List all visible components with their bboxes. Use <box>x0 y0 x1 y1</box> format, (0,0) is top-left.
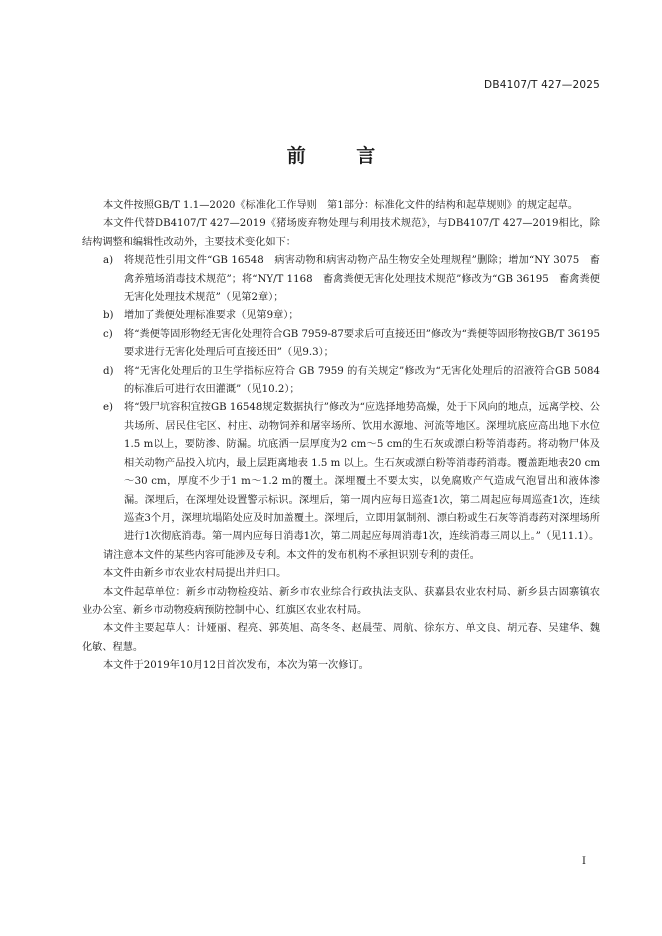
list-item-text: 将规范性引用文件“GB 16548 病害动物和病害动物产品生物安全处理规程”删除；增加“NY 3075 畜禽养殖场消毒技术规范”；将“NY/T 1168 畜禽粪便无害化处理技术规范”修改为“GB 36195 畜禽粪便无害化处理技术规范”（见第2章）； <box>124 255 600 304</box>
list-item-text: 增加了粪便处理标准要求（见第9章）； <box>124 310 299 322</box>
list-item-text: 将“毁尸坑容积宜按GB 16548规定数据执行”修改为“应选择地势高燥，处于下风向的地点，远离学校、公共场所、居民住宅区、村庄、动物饲养和屠宰场所、饮用水源地、河流等地区。深埋坑底应高出地下水位1.5 m以上，要防渗、防漏。坑底洒一层厚度为2 cm～5 cm的生石灰或漂白粉等消毒药。将动物尸体及相关动物产品投入坑内，最上层距离地表 1.5 m 以上。生石灰或漂白粉等消毒药消毒。覆盖距地表20 cm～30 cm，厚度不少于1 m～1.2 m的覆土。深埋覆土不要太实，以免腐败产气造成气泡冒出和液体渗漏。深埋后，在深埋处设置警示标识。深埋后，第一周内应每日巡查1次，第二周起应每周巡查1次，连续巡查3个月，深埋坑塌陷处应及时加盖覆土。深埋后，立即用氯制剂、漂白粉或生石灰等消毒药对深埋场所进行1次彻底消毒。第一周内应每日消毒1次，第二周起应每周消毒1次，连续消毒三周以上。”（见11.1）。 <box>124 402 600 543</box>
intro-paragraph: 本文件代替DB4107/T 427—2019《猪场废弃物处理与利用技术规范》，与DB4107/T 427—2019相比，除结构调整和编辑性改动外，主要技术变化如下： <box>82 218 600 248</box>
page-number: I <box>582 856 586 867</box>
publication-history: 本文件于2019年10月12日首次发布，本次为第一次修订。 <box>103 660 369 672</box>
list-item-text: 将“粪便等固形物经无害化处理符合GB 7959-87要求后可直接还田”修改为“粪便等固形物按GB/T 36195要求进行无害化处理后可直接还田”（见9.3）； <box>124 328 600 359</box>
patent-notice: 请注意本文件的某些内容可能涉及专利。本文件的发布机构不承担识别专利的责任。 <box>103 549 480 561</box>
list-item <box>82 326 600 363</box>
drafting-units: 本文件起草单位：新乡市动物检疫站、新乡市农业综合行政执法支队、获嘉县农业农村局、新乡县古固寨镇农业办公室、新乡市动物疫病预防控制中心、红旗区农业农村局。 <box>82 586 600 616</box>
changes-list <box>82 252 600 547</box>
foreword-body <box>82 197 600 676</box>
list-item-marker: b) <box>103 310 114 322</box>
list-item <box>82 399 600 546</box>
list-item-marker: a) <box>103 255 114 267</box>
list-item-text: 将“无害化处理后的卫生学指标应符合 GB 7959 的有关规定”修改为“无害化处理后的沼液符合GB 5084的标准后可进行农田灌溉”（见10.2）； <box>124 365 600 396</box>
list-item <box>82 307 600 325</box>
list-item <box>82 363 600 400</box>
page-title: 前 言 <box>286 145 398 167</box>
intro-paragraph: 本文件按照GB/T 1.1—2020《标准化工作导则 第1部分：标准化文件的结构和起草规则》的规定起草。 <box>103 200 579 211</box>
drafters: 本文件主要起草人：计娅丽、程亮、郭英旭、高冬冬、赵晨莹、周航、徐东方、单文良、胡元春、吴建华、魏化敏、程慧。 <box>82 623 600 653</box>
document-code: DB4107/T 427—2025 <box>484 79 600 91</box>
proposer-statement: 本文件由新乡市农业农村局提出并归口。 <box>103 568 287 580</box>
list-item-marker: d) <box>103 365 114 377</box>
list-item-marker: c) <box>103 328 113 340</box>
list-item <box>82 252 600 307</box>
list-item-marker: e) <box>103 402 114 414</box>
